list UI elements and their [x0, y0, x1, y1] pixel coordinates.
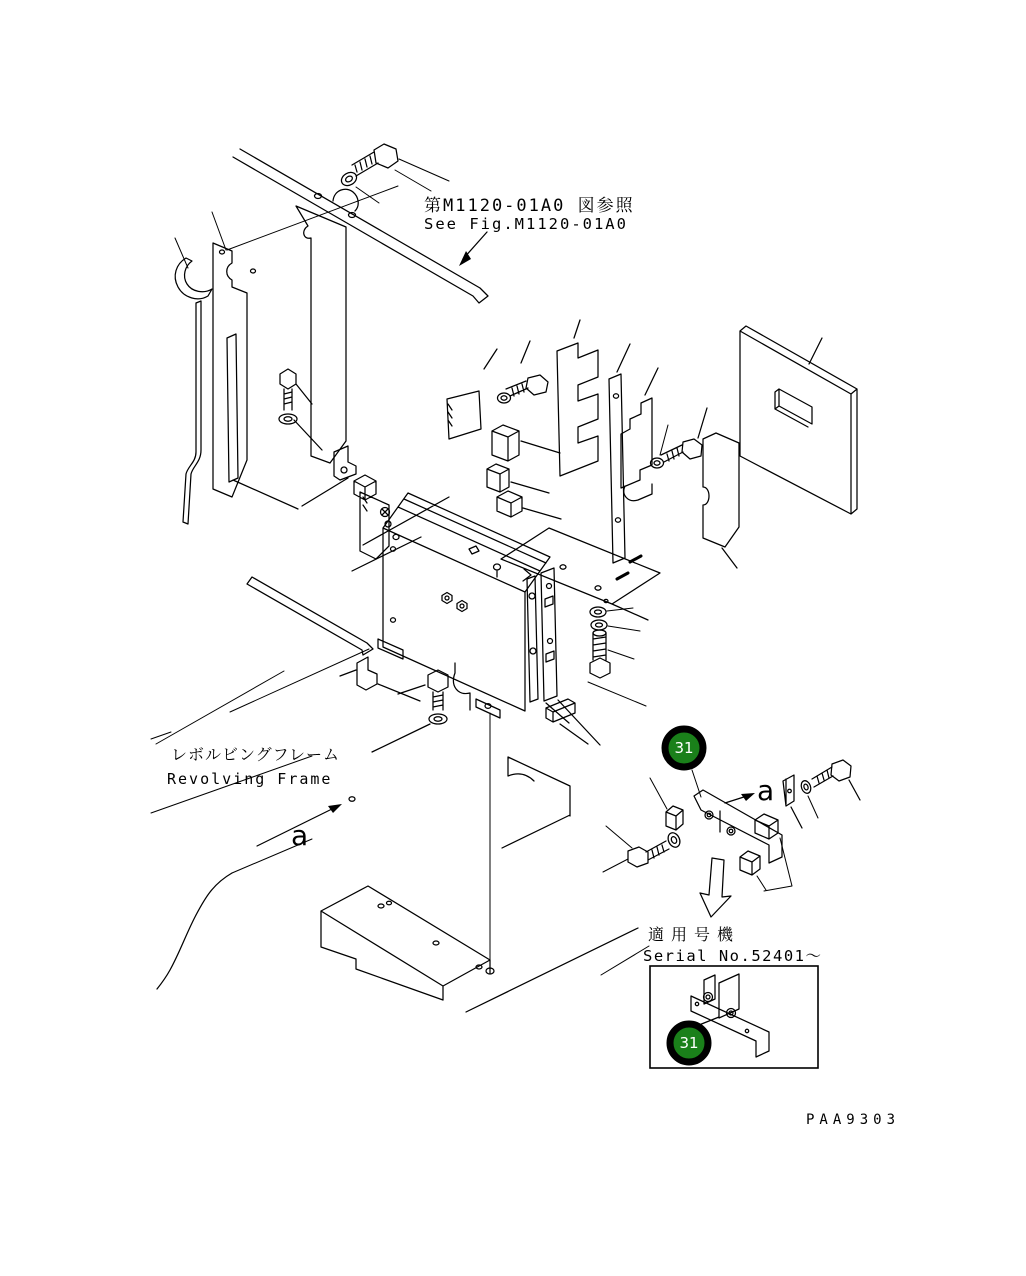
part-balloon-main-number: 31 [674, 739, 694, 757]
drawing-code: PAA9303 [806, 1112, 901, 1128]
serial-note-en: Serial No.52401～ [643, 947, 823, 965]
see-fig-label-jp: 第M1120-01A0 図参照 [424, 196, 635, 216]
revolving-frame-label-en: Revolving Frame [167, 770, 333, 788]
part-balloon-detail[interactable] [670, 1024, 708, 1062]
revolving-frame-label-jp: レボルビングフレーム [171, 745, 341, 764]
see-fig-label-en: See Fig.M1120-01A0 [424, 215, 628, 233]
view-a-label-left: a [291, 819, 309, 852]
view-a-label-right: a [757, 774, 775, 807]
part-balloon-detail-number: 31 [679, 1034, 699, 1052]
serial-note-jp: 適用号機 [648, 925, 741, 944]
